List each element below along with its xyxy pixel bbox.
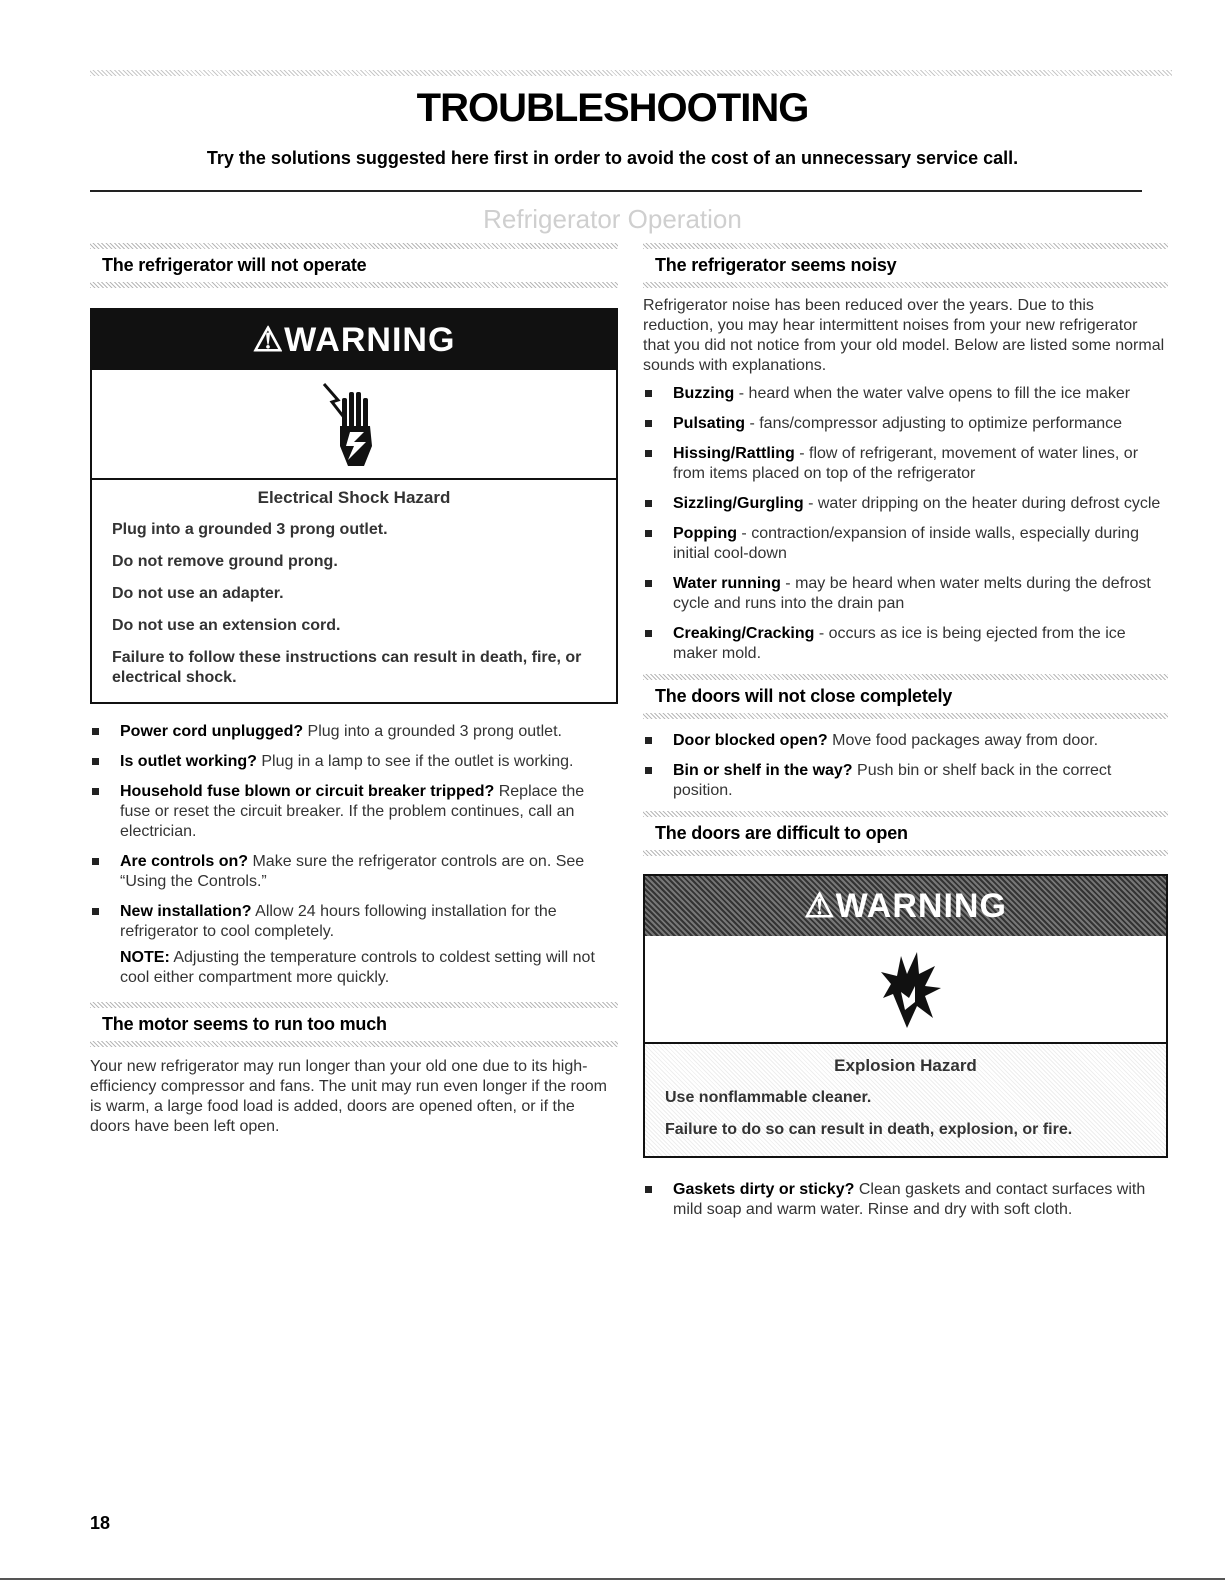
list-item: Are controls on? Make sure the refrigerator controls are on. See “Using the Controls.” bbox=[90, 852, 618, 892]
list-item: New installation? Allow 24 hours following installation for the refrigerator to cool completely. bbox=[90, 902, 618, 942]
top-rule bbox=[90, 190, 1142, 192]
heading-not-operate: The refrigerator will not operate bbox=[102, 255, 367, 275]
noisy-intro: Refrigerator noise has been reduced over the years. Due to this reduction, you may hear intermittent noises from your new refrigerator that you did not notice from your old model. Below are listed some normal sounds with explanations. bbox=[643, 297, 1165, 374]
page-subtitle: Try the solutions suggested here first in order to avoid the cost of an unnecessary service call. bbox=[206, 148, 1019, 168]
divider-hatch bbox=[90, 1041, 618, 1047]
warning-line: Use nonflammable cleaner. bbox=[665, 1089, 872, 1106]
heading-doors-open: The doors are difficult to open bbox=[655, 823, 908, 843]
bottom-rule bbox=[0, 1578, 1225, 1580]
bullet-icon bbox=[645, 420, 652, 427]
bullet-icon bbox=[645, 450, 652, 457]
bullet-icon bbox=[645, 530, 652, 537]
bullet-icon bbox=[645, 1186, 652, 1193]
list-item: Power cord unplugged? Plug into a grounded 3 prong outlet. bbox=[90, 722, 618, 742]
list-item: Gaskets dirty or sticky? Clean gaskets and contact surfaces with mild soap and warm water. Rinse and dry with soft cloth. bbox=[643, 1180, 1168, 1220]
motor-text: Your new refrigerator may run longer than your old one due to its high-efficiency compressor and fans. The unit may run even longer if the room is warm, a large food load is added, doors are opened often, or if the doors have been left open. bbox=[90, 1058, 608, 1135]
warning-body bbox=[645, 1044, 1166, 1156]
explosion-icon bbox=[645, 936, 1166, 1044]
warning-line: Do not remove ground prong. bbox=[112, 553, 338, 570]
warning-line: Do not use an extension cord. bbox=[112, 617, 341, 634]
list-item: Sizzling/Gurgling - water dripping on the heater during defrost cycle bbox=[643, 494, 1168, 514]
bullet-icon bbox=[92, 728, 99, 735]
left-column bbox=[90, 243, 618, 1137]
bullet-icon bbox=[645, 737, 652, 744]
electric-shock-icon bbox=[92, 370, 616, 480]
divider-hatch bbox=[643, 713, 1168, 719]
list-item: Popping - contraction/expansion of inside walls, especially during initial cool-down bbox=[643, 524, 1168, 564]
page-title: TROUBLESHOOTING bbox=[416, 86, 809, 130]
warning-line: Failure to do so can result in death, explosion, or fire. bbox=[665, 1121, 1073, 1138]
bullet-icon bbox=[92, 858, 99, 865]
warning-header bbox=[645, 876, 1166, 936]
list-item: Pulsating - fans/compressor adjusting to optimize performance bbox=[643, 414, 1168, 434]
bullet-icon bbox=[92, 908, 99, 915]
bullet-icon bbox=[645, 500, 652, 507]
bullet-icon bbox=[92, 758, 99, 765]
heading-noisy: The refrigerator seems noisy bbox=[655, 255, 897, 275]
list-item: Bin or shelf in the way? Push bin or shelf back in the correct position. bbox=[643, 761, 1168, 801]
heading-doors-close: The doors will not close completely bbox=[655, 686, 953, 706]
warning-line: Do not use an adapter. bbox=[112, 585, 284, 602]
warning-header bbox=[92, 310, 616, 370]
list-item: Household fuse blown or circuit breaker tripped? Replace the fuse or reset the circuit breaker. If the problem continues, call an electrician. bbox=[90, 782, 618, 842]
bullet-icon bbox=[645, 767, 652, 774]
bullet-icon bbox=[645, 630, 652, 637]
list-item: Door blocked open? Move food packages away from door. bbox=[643, 731, 1168, 751]
section-title: Refrigerator Operation bbox=[483, 204, 742, 234]
warning-triangle-icon: ⚠ bbox=[252, 321, 285, 359]
not-operate-list bbox=[90, 722, 618, 942]
doors-close-list bbox=[643, 731, 1168, 801]
bullet-icon bbox=[645, 580, 652, 587]
divider-hatch bbox=[90, 282, 618, 288]
divider-hatch bbox=[643, 282, 1168, 288]
doors-open-list bbox=[643, 1180, 1168, 1220]
top-texture-band bbox=[90, 70, 1172, 76]
note: NOTE: Adjusting the temperature controls to coldest setting will not cool either compartment more quickly. bbox=[120, 949, 595, 986]
warning-label: WARNING bbox=[835, 887, 1007, 925]
warning-line: Failure to follow these instructions can result in death, fire, or electrical shock. bbox=[112, 649, 582, 686]
warning-box-explosion bbox=[643, 874, 1168, 1158]
bullet-icon bbox=[645, 390, 652, 397]
list-item: Buzzing - heard when the water valve opens to fill the ice maker bbox=[643, 384, 1168, 404]
hazard-title: Explosion Hazard bbox=[834, 1056, 977, 1075]
list-item: Is outlet working? Plug in a lamp to see if the outlet is working. bbox=[90, 752, 618, 772]
divider-hatch bbox=[643, 850, 1168, 856]
right-column bbox=[643, 243, 1168, 1230]
noisy-list bbox=[643, 384, 1168, 664]
list-item: Creaking/Cracking - occurs as ice is being ejected from the ice maker mold. bbox=[643, 624, 1168, 664]
list-item: Hissing/Rattling - flow of refrigerant, movement of water lines, or from items placed on top of the refrigerator bbox=[643, 444, 1168, 484]
warning-line: Plug into a grounded 3 prong outlet. bbox=[112, 521, 388, 538]
heading-motor: The motor seems to run too much bbox=[102, 1014, 387, 1034]
warning-body bbox=[92, 480, 616, 702]
hazard-title: Electrical Shock Hazard bbox=[257, 488, 451, 507]
list-item: Water running - may be heard when water melts during the defrost cycle and runs into the drain pan bbox=[643, 574, 1168, 614]
bullet-icon bbox=[92, 788, 99, 795]
page-number: 18 bbox=[90, 1513, 111, 1533]
warning-label: WARNING bbox=[284, 321, 456, 359]
warning-triangle-icon: ⚠ bbox=[804, 887, 836, 925]
warning-box-electrical bbox=[90, 308, 618, 704]
